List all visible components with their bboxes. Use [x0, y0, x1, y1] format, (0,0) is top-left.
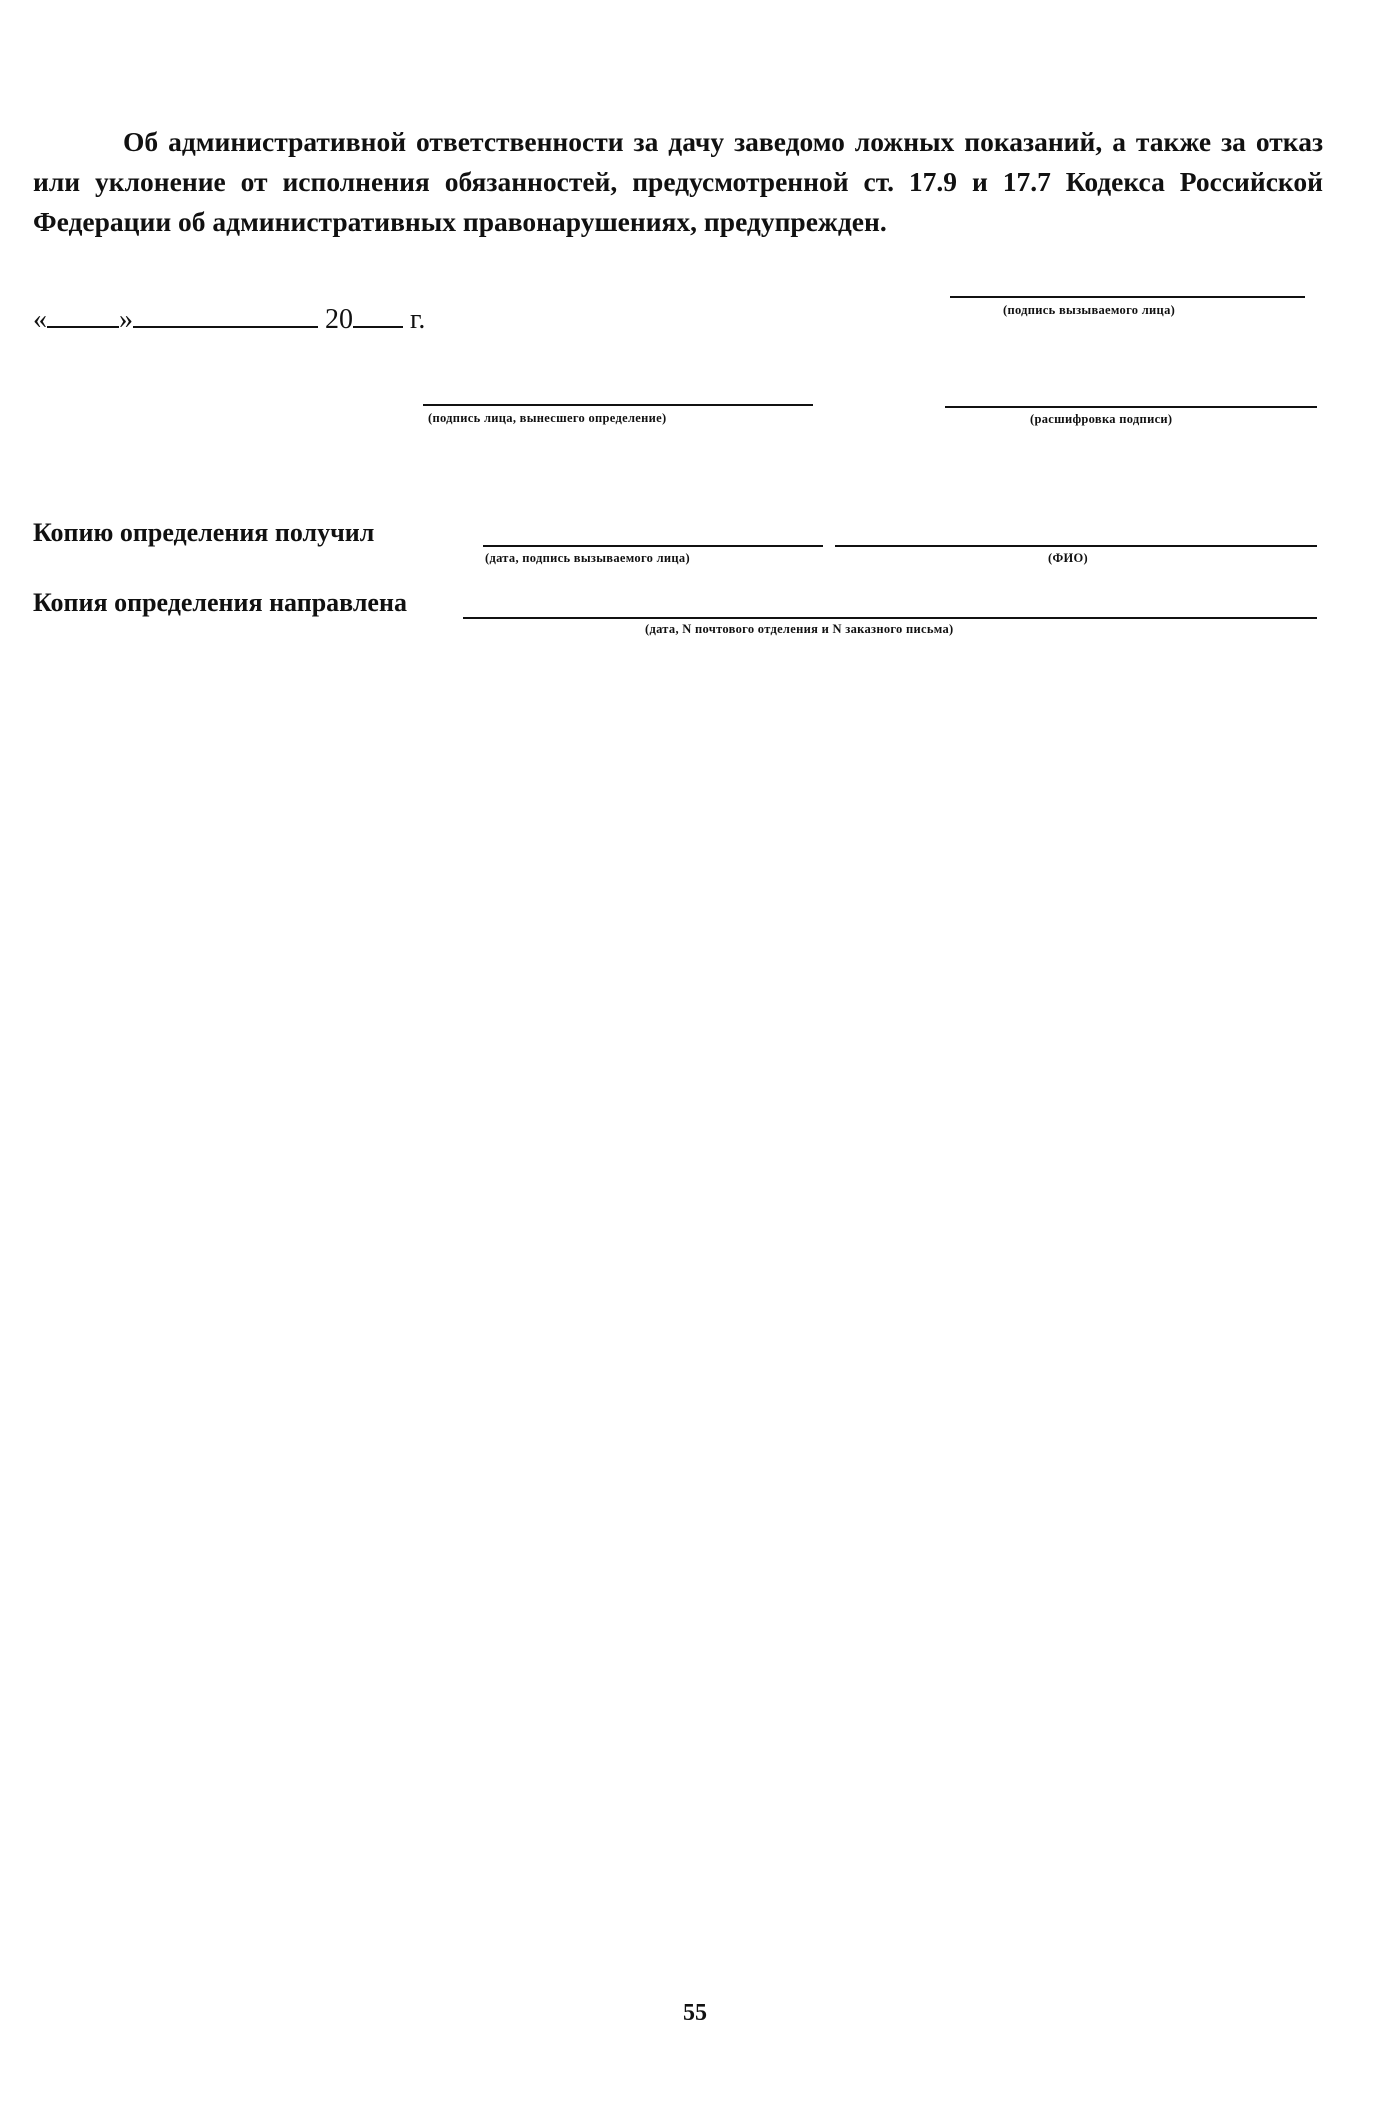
warning-paragraph: Об административной ответственности за дачу заведомо ложных показаний, а также за отказ или уклонение от исполнения обязанностей, предусмотренной ст. 17.9 и 17.7 Кодекса Российской Федерации об административных правонарушениях, предупрежден.	[33, 126, 1323, 237]
year-prefix: 20	[325, 304, 353, 335]
copy-sent-label: Копия определения направлена	[33, 588, 407, 617]
date-close-quote: »	[119, 304, 133, 335]
year-suffix: г.	[410, 304, 426, 335]
year-blank[interactable]	[353, 302, 403, 328]
signature-decoding-caption: (расшифровка подписи)	[1030, 412, 1173, 426]
received-full-name-line[interactable]	[835, 545, 1317, 547]
page-number: 55	[683, 2000, 707, 2026]
received-date-signature-caption: (дата, подпись вызываемого лица)	[485, 551, 690, 565]
month-blank[interactable]	[133, 302, 318, 328]
summoned-signature-caption: (подпись вызываемого лица)	[1003, 303, 1176, 317]
received-full-name-caption: (ФИО)	[1048, 551, 1089, 565]
sent-details-caption: (дата, N почтового отделения и N заказного письма)	[645, 622, 954, 636]
summoned-signature-line[interactable]	[950, 296, 1305, 298]
day-blank[interactable]	[47, 302, 119, 328]
issuer-signature-line[interactable]	[423, 404, 813, 406]
issuer-signature-caption: (подпись лица, вынесшего определение)	[428, 411, 667, 425]
signature-decoding-line[interactable]	[945, 406, 1317, 408]
sent-details-line[interactable]	[463, 617, 1317, 619]
copy-received-label: Копию определения получил	[33, 518, 375, 547]
date-line	[33, 302, 425, 336]
received-date-signature-line[interactable]	[483, 545, 823, 547]
date-open-quote: «	[33, 304, 47, 335]
